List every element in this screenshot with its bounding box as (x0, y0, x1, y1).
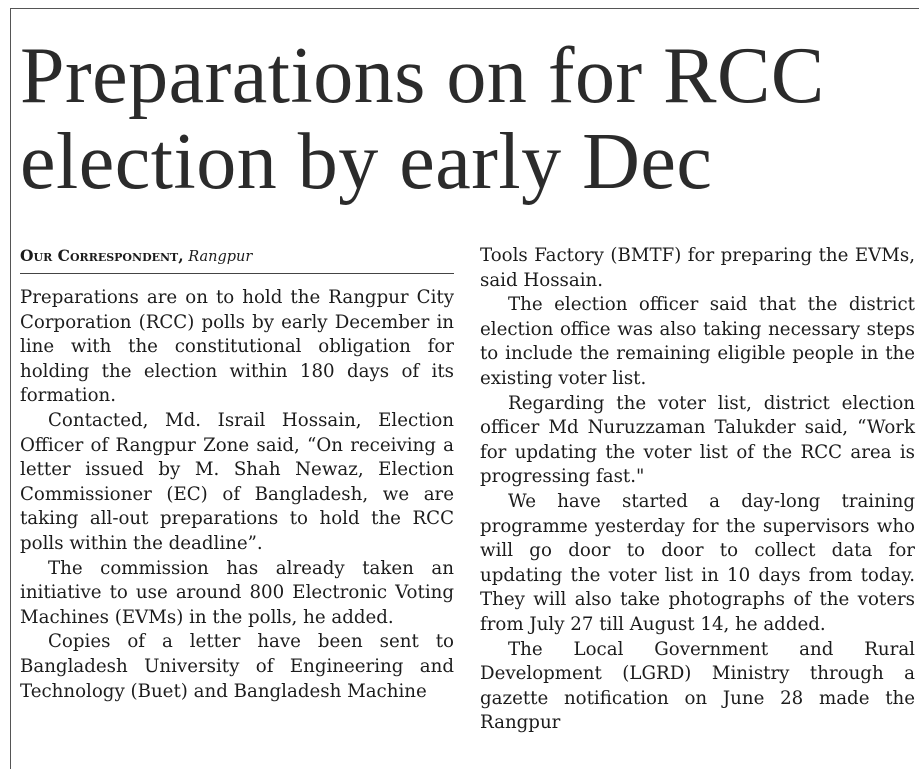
article-column-right (480, 244, 915, 736)
paragraph: We have started a day-long training programme yesterday for the supervisors who will go door to door to collect data for updating the voter list in 10 days from today. They will also take photographs of the voters from July 27 till August 14, he added. (480, 490, 915, 635)
paragraph: The Local Government and Rural Development (LGRD) Ministry through a gazette notification on June 28 made the Rangpur (480, 638, 915, 734)
byline (20, 244, 454, 274)
paragraph: Regarding the voter list, district election officer Md Nuruzzaman Talukder said, “Work for updating the voter list of the RCC area is progressing fast." (480, 392, 915, 488)
paragraph: Preparations are on to hold the Rangpur City Corporation (RCC) polls by early December in line with the constitutional obligation for holding the election within 180 days of its formation. (20, 287, 454, 407)
paragraph: The election officer said that the district election office was also taking necessary steps to include the remaining eligible people in the existing voter list. (480, 294, 915, 389)
left-rule (10, 8, 11, 769)
byline-location: Rangpur (188, 249, 253, 265)
paragraph: Contacted, Md. Israil Hossain, Election Officer of Rangpur Zone said, “On receiving a letter issued by M. Shah Newaz, Election Commissioner (EC) of Bangladesh, we are taking all-out preparations to hold the RCC polls within the deadline”. (20, 409, 454, 554)
paragraph: The commission has already taken an initiative to use around 800 Electronic Voting Machines (EVMs) in the polls, he added. (20, 557, 454, 628)
headline: Preparations on for RCC election by early Dec (20, 32, 825, 206)
article-column-left (20, 244, 454, 704)
top-rule (11, 8, 919, 9)
paragraph: Tools Factory (BMTF) for preparing the EVMs, said Hossain. (480, 245, 915, 291)
byline-author: Our Correspondent, (20, 246, 184, 265)
paragraph: Copies of a letter have been sent to Bangladesh University of Engineering and Technology (Buet) and Bangladesh Machine (20, 631, 454, 702)
